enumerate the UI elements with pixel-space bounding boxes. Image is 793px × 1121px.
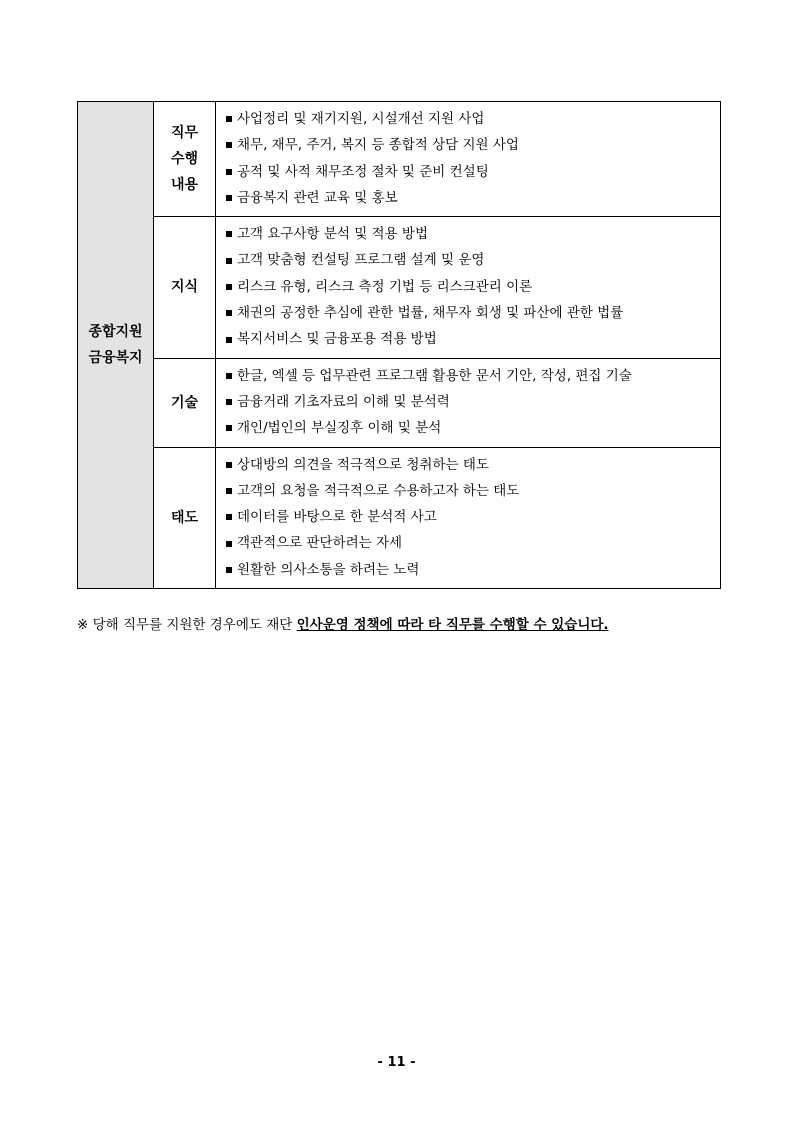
- item-text: 금융거래 기초자료의 이해 및 분석력: [237, 393, 450, 410]
- items-cell: [216, 217, 721, 358]
- list-item: [226, 159, 720, 185]
- list-item: [226, 504, 720, 530]
- footnote-emphasis: 인사운영 정책에 따라 타 직무를 수행할 수 있습니다.: [296, 617, 609, 633]
- table-row: [78, 102, 721, 217]
- square-bullet-icon: [226, 567, 232, 573]
- category-label: 직무: [170, 125, 199, 142]
- square-bullet-icon: [226, 399, 232, 405]
- category-cell: [154, 358, 216, 447]
- category-cell: [154, 102, 216, 217]
- item-text: 고객 맞춤형 컨설팅 프로그램 설계 및 운영: [237, 252, 485, 269]
- list-item: [226, 326, 720, 352]
- category-label: 태도: [170, 509, 199, 526]
- list-item: [226, 452, 720, 478]
- footnote-text: ※ 당해 직무를 지원한 경우에도 재단: [77, 617, 297, 633]
- item-text: 채권의 공정한 추심에 관한 법률, 채무자 회생 및 파산에 관한 법률: [237, 305, 624, 322]
- square-bullet-icon: [226, 514, 232, 520]
- square-bullet-icon: [226, 258, 232, 264]
- item-text: 사업정리 및 재기지원, 시설개선 지원 사업: [237, 111, 485, 127]
- square-bullet-icon: [226, 310, 232, 316]
- square-bullet-icon: [226, 169, 232, 175]
- square-bullet-icon: [226, 116, 232, 122]
- category-cell: [154, 447, 216, 588]
- area-label-line2: 금융복지: [88, 350, 143, 367]
- list-item: [226, 106, 720, 132]
- item-text: 데이터를 바탕으로 한 분석적 사고: [237, 509, 437, 526]
- square-bullet-icon: [226, 541, 232, 547]
- list-item: [226, 557, 720, 583]
- items-cell: [216, 358, 721, 447]
- item-text: 리스크 유형, 리스크 측정 기법 등 리스크관리 이론: [237, 278, 533, 295]
- list-item: [226, 274, 720, 300]
- item-text: 원활한 의사소통을 하려는 노력: [237, 561, 420, 578]
- square-bullet-icon: [226, 284, 232, 290]
- category-label: 지식: [170, 279, 199, 296]
- items-cell: [216, 102, 721, 217]
- list-item: [226, 415, 720, 441]
- table-row: [78, 358, 721, 447]
- list-item: [226, 247, 720, 273]
- list-item: [226, 300, 720, 326]
- item-text: 상대방의 의견을 적극적으로 청취하는 태도: [237, 456, 489, 473]
- table-row: [78, 217, 721, 358]
- square-bullet-icon: [226, 373, 232, 379]
- category-label: 수행: [170, 151, 199, 168]
- item-text: 복지서비스 및 금융포용 적용 방법: [237, 331, 437, 348]
- square-bullet-icon: [226, 488, 232, 494]
- page-number: - 11 -: [377, 1055, 416, 1070]
- item-text: 한글, 엑셀 등 업무관련 프로그램 활용한 문서 기안, 작성, 편집 기술: [237, 367, 632, 384]
- item-text: 공적 및 사적 채무조정 절차 및 준비 컨설팅: [237, 163, 489, 180]
- list-item: [226, 363, 720, 389]
- list-item: [226, 530, 720, 556]
- area-cell: [78, 102, 154, 589]
- square-bullet-icon: [226, 425, 232, 431]
- job-description-table: [77, 101, 721, 589]
- category-label: 내용: [170, 177, 199, 194]
- list-item: [226, 132, 720, 158]
- category-label: 기술: [170, 394, 199, 411]
- area-label-line1: 종합지원: [88, 324, 143, 341]
- square-bullet-icon: [226, 231, 232, 237]
- list-item: [226, 185, 720, 211]
- item-text: 개인/법인의 부실징후 이해 및 분석: [237, 420, 442, 437]
- list-item: [226, 478, 720, 504]
- items-cell: [216, 447, 721, 588]
- square-bullet-icon: [226, 195, 232, 201]
- list-item: [226, 221, 720, 247]
- square-bullet-icon: [226, 337, 232, 343]
- item-text: 객관적으로 판단하려는 자세: [237, 535, 403, 552]
- footnote: [77, 613, 609, 633]
- item-text: 금융복지 관련 교육 및 홍보: [237, 189, 398, 206]
- square-bullet-icon: [226, 462, 232, 468]
- list-item: [226, 389, 720, 415]
- square-bullet-icon: [226, 142, 232, 148]
- table-row: [78, 447, 721, 588]
- item-text: 채무, 재무, 주거, 복지 등 종합적 상담 지원 사업: [237, 137, 519, 154]
- category-cell: [154, 217, 216, 358]
- item-text: 고객의 요청을 적극적으로 수용하고자 하는 태도: [237, 482, 520, 499]
- item-text: 고객 요구사항 분석 및 적용 방법: [237, 226, 428, 243]
